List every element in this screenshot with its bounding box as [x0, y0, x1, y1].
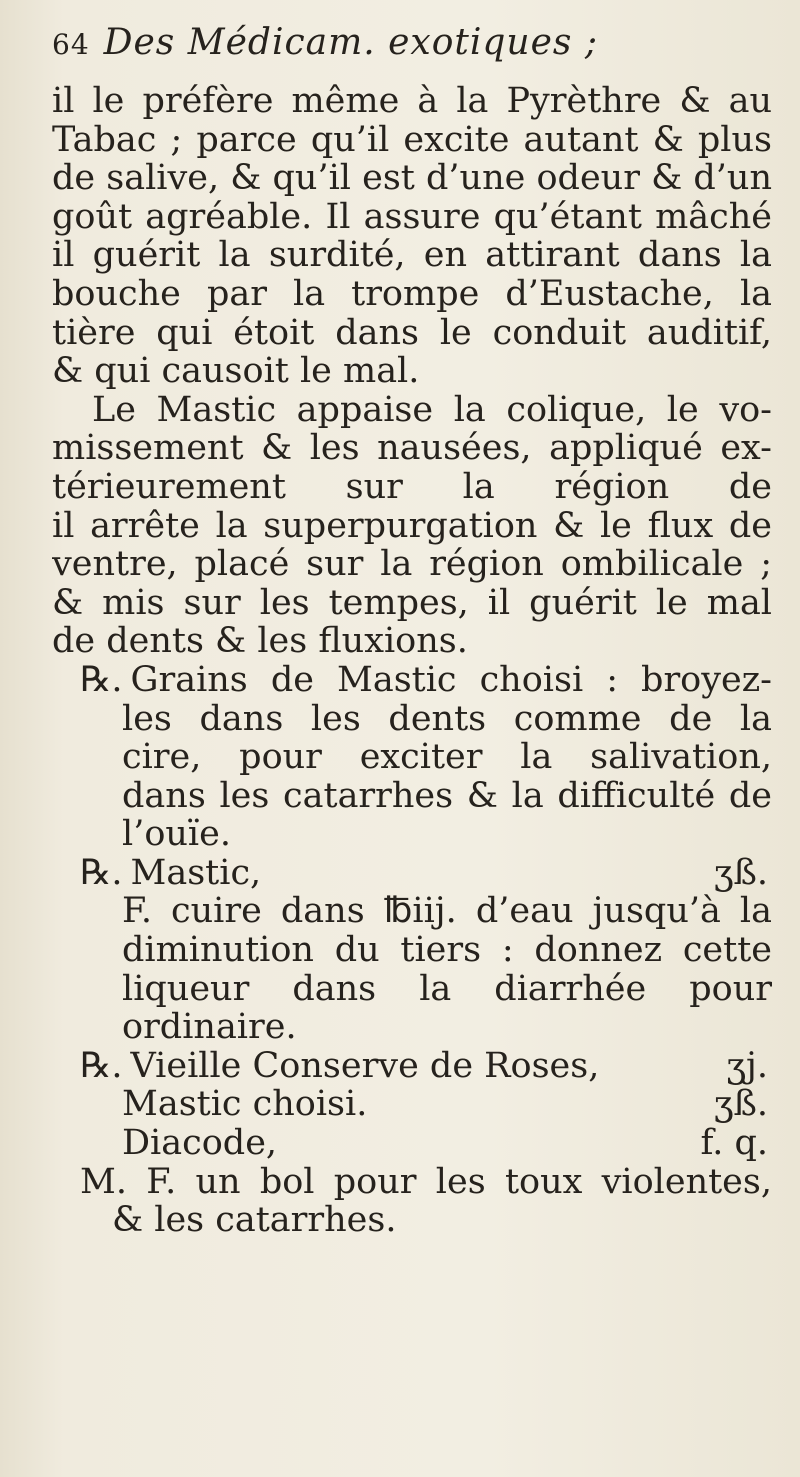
page-body	[52, 82, 772, 1240]
ingredient-name: Diacode,	[122, 1123, 278, 1164]
recipe-symbol: ℞.	[80, 1045, 123, 1086]
text-line: goût agréable. Il assure qu’étant mâché	[52, 197, 772, 237]
ingredient-quantity: ʒj.	[726, 1045, 768, 1086]
text-line: l’ouïe.	[122, 814, 231, 855]
ingredient-quantity: f. q.	[700, 1123, 768, 1164]
text-line: & les catarrhes.	[112, 1200, 397, 1241]
recipe-symbol: ℞.	[80, 852, 123, 893]
page-number: 64	[52, 28, 90, 61]
text-line: tière qui étoit dans le conduit auditif,	[52, 313, 772, 353]
running-header	[52, 22, 772, 63]
ingredient-quantity: ʒß.	[713, 852, 768, 893]
text-line: ventre, placé sur la région ombilicale ;	[52, 545, 772, 584]
text-line: liqueur dans la diarrhée pour	[122, 969, 772, 1009]
ingredient-name: Mastic,	[130, 852, 262, 893]
text-line: ordinaire.	[122, 1007, 297, 1048]
text-line: il le préfère même à la Pyrèthre & au	[52, 82, 772, 121]
text-line: de dents & les fluxions.	[52, 621, 468, 662]
recipe-text: Grains de Mastic choisi : broyez-	[130, 660, 772, 700]
text-line: & mis sur les tempes, il guérit le mal	[52, 583, 772, 623]
ingredient-name: Vieille Conserve de Roses,	[130, 1045, 600, 1086]
recipe-1-first-line	[52, 661, 772, 700]
text-line: les dans les dents comme de la	[122, 699, 772, 739]
text-line: cire, pour exciter la salivation,	[122, 738, 772, 777]
recipe-symbol: ℞.	[80, 660, 123, 700]
recipe-3-ingredient	[52, 1085, 772, 1124]
text-line: il arrête la superpurgation & le flux de	[52, 506, 772, 546]
text-line: de salive, & qu’il est d’une odeur & d’un	[52, 159, 772, 198]
text-line: missement & les nausées, appliqué ex-	[52, 429, 772, 468]
ingredient-name: Mastic choisi.	[122, 1084, 368, 1125]
text-line: F. cuire dans ℔iij. d’eau jusqu’à la	[122, 892, 772, 932]
text-line: dans les catarrhes & la difficulté de	[122, 776, 772, 816]
recipe-3-ingredient	[52, 1047, 772, 1086]
text-line: Tabac ; parce qu’il excite autant & plus	[52, 120, 772, 160]
text-line: Le Mastic appaise la colique, le vo-	[92, 390, 772, 430]
text-line: M. F. un bol pour les toux violentes,	[80, 1162, 772, 1202]
text-line: & qui causoit le mal.	[52, 351, 420, 392]
text-line: térieurement sur la région de	[52, 467, 772, 507]
ingredient-quantity: ʒß.	[713, 1084, 768, 1125]
recipe-2-ingredient	[52, 854, 772, 893]
text-line: diminution du tiers : donnez cette	[122, 931, 772, 970]
text-line: bouche par la trompe d’Eustache, la	[52, 274, 772, 314]
recipe-3-ingredient	[52, 1124, 772, 1163]
running-title: Des Médicam. exotiques ;	[103, 22, 598, 63]
text-line: il guérit la surdité, en attirant dans la	[52, 236, 772, 275]
